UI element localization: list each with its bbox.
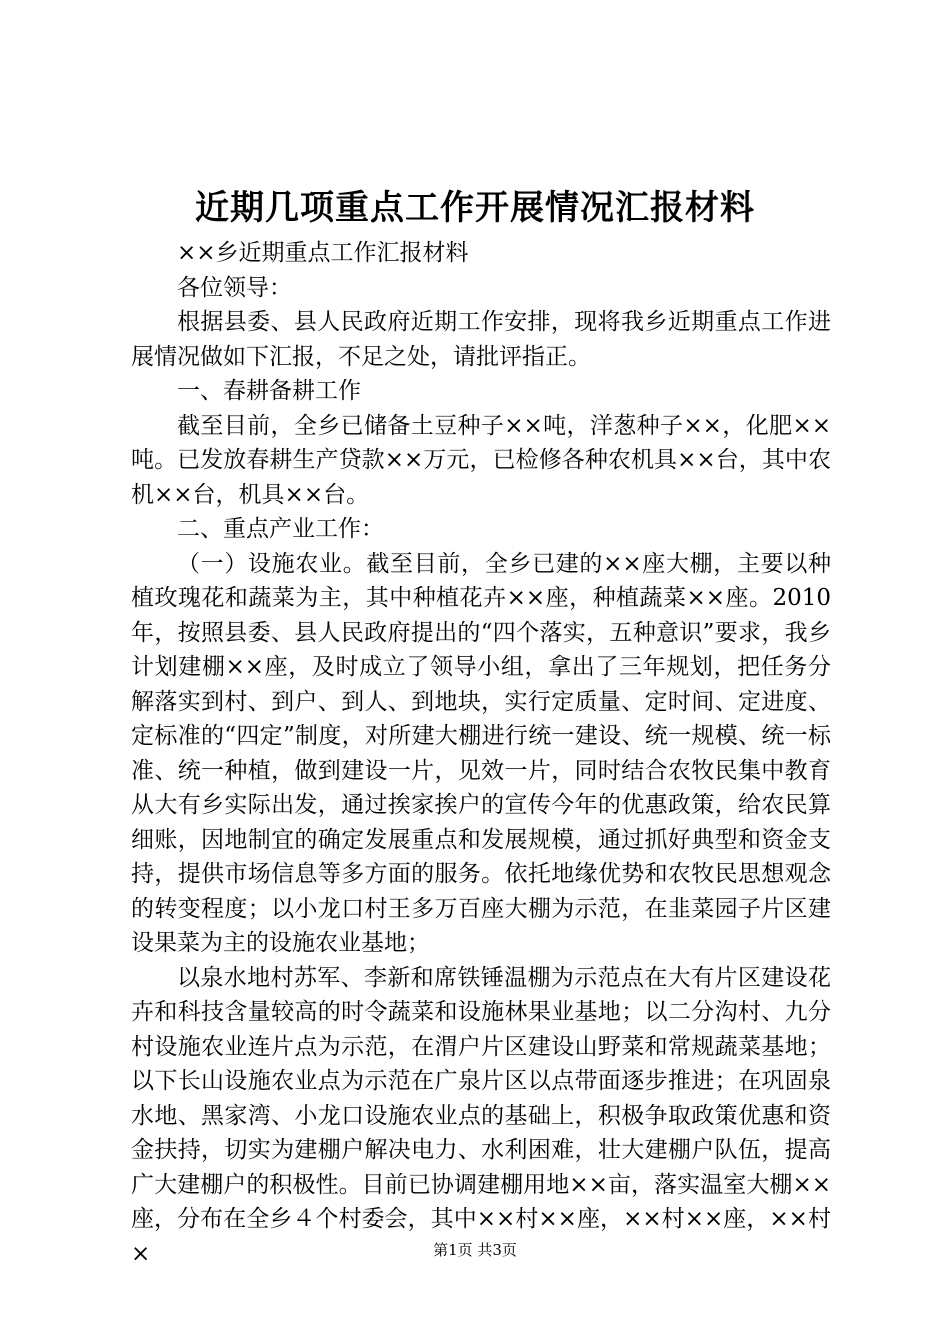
document-body: [131, 236, 831, 1271]
spring-farming-paragraph: 截至目前，全乡已储备土豆种子××吨，洋葱种子××，化肥××吨。已发放春耕生产贷款××万元，已检修各种农机具××台，其中农机××台，机具××台。: [131, 412, 831, 508]
section-heading-key-industries: 二、重点产业工作：: [177, 516, 384, 542]
demonstration-sites-paragraph: 以泉水地村苏军、李新和席铁锤温棚为示范点在大有片区建设花卉和科技含量较高的时令蔬菜和设施林果业基地；以二分沟村、九分村设施农业连片点为示范，在渭户片区建设山野菜和常规蔬菜基地；以下长山设施农业点为示范在广泉片区以点带面逐步推进；在巩固泉水地、黑家湾、小龙口设施农业点的基础上，积极争取政策优惠和资金扶持，切实为建棚户解决电力、水利困难，壮大建棚户队伍，提高广大建棚户的积极性。目前已协调建棚用地××亩，落实温室大棚××座，分布在全乡４个村委会，其中××村××座，××村××座，××村×: [131, 964, 831, 1267]
section-heading-spring-farming: 一、春耕备耕工作: [177, 378, 361, 404]
salutation-paragraph: 各位领导：: [177, 274, 292, 301]
page-footer: 第1页 共3页: [433, 1241, 517, 1259]
document-title: 近期几项重点工作开展情况汇报材料: [195, 188, 755, 228]
facility-agriculture-paragraph: （一）设施农业。截至目前，全乡已建的××座大棚，主要以种植玫瑰花和蔬菜为主，其中种植花卉××座，种植蔬菜××座。2010年，按照县委、县人民政府提出的“四个落实，五种意识”要求，我乡计划建棚××座，及时成立了领导小组，拿出了三年规划，把任务分解落实到村、到户、到人、到地块，实行定质量、定时间、定进度、定标准的“四定”制度，对所建大棚进行统一建设、统一规模、统一标准、统一种植，做到建设一片，见效一片，同时结合农牧民集中教育从大有乡实际出发，通过挨家挨户的宣传今年的优惠政策，给农民算细账，因地制宜的确定发展重点和发展规模，通过抓好典型和资金支持，提供市场信息等多方面的服务。依托地缘优势和农牧民思想观念的转变程度；以小龙口村王多万百座大棚为示范，在韭菜园子片区建设果菜为主的设施农业基地；: [131, 550, 831, 956]
subtitle-paragraph: ××乡近期重点工作汇报材料: [177, 240, 469, 266]
intro-paragraph: 根据县委、县人民政府近期工作安排，现将我乡近期重点工作进展情况做如下汇报，不足之处，请批评指正。: [131, 309, 831, 370]
